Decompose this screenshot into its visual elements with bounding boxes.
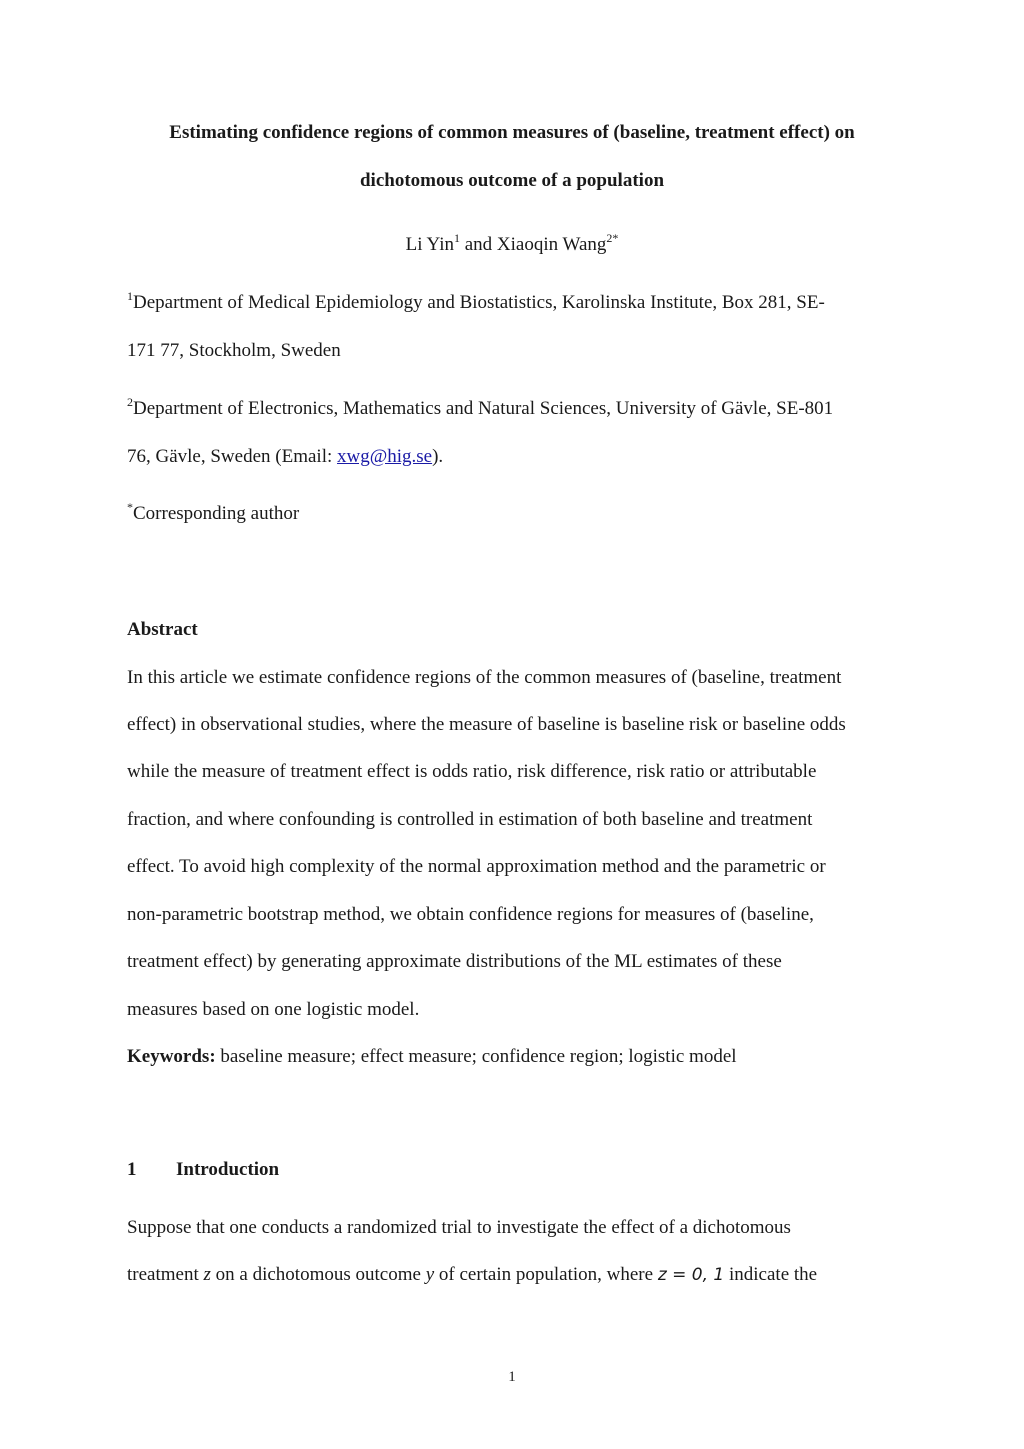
corresponding-text: Corresponding author bbox=[133, 503, 300, 524]
affiliation-1-line-1 bbox=[127, 289, 825, 314]
authors bbox=[0, 231, 1024, 256]
keywords-text: baseline measure; effect measure; confidence region; logistic model bbox=[215, 1046, 737, 1067]
section-number: 1 bbox=[127, 1159, 137, 1180]
section-heading: Introduction bbox=[176, 1159, 280, 1180]
author-2: Xiaoqin Wang bbox=[496, 234, 607, 255]
author-1-affiliation-mark: 1 bbox=[453, 231, 460, 245]
abstract-line: while the measure of treatment effect is odds ratio, risk difference, risk ratio or attributable bbox=[127, 761, 817, 782]
body-text: indicate the bbox=[724, 1264, 818, 1285]
abstract-line: fraction, and where confounding is controlled in estimation of both baseline and treatment bbox=[127, 809, 813, 830]
affiliation-1-text: Department of Medical Epidemiology and Biostatistics, Karolinska Institute, Box 281, SE- bbox=[133, 292, 825, 313]
author-1: Li Yin bbox=[405, 234, 454, 255]
body-line-2 bbox=[127, 1264, 817, 1286]
math-variable-z: z bbox=[203, 1264, 211, 1285]
keywords bbox=[127, 1046, 737, 1068]
title-line-1: Estimating confidence regions of common measures of (baseline, treatment effect) on bbox=[169, 122, 855, 143]
affiliation-1-mark: 1 bbox=[127, 289, 133, 303]
abstract-line: effect. To avoid high complexity of the normal approximation method and the parametric or bbox=[127, 856, 826, 877]
author-2-affiliation-mark: 2* bbox=[606, 231, 619, 245]
affiliation-2-closing: ). bbox=[432, 446, 444, 467]
affiliation-2-mark: 2 bbox=[127, 395, 133, 409]
affiliation-1-line-2: 171 77, Stockholm, Sweden bbox=[127, 340, 341, 361]
keywords-label: Keywords: bbox=[127, 1046, 216, 1067]
math-variable-y: y bbox=[425, 1264, 435, 1285]
title-line-2: dichotomous outcome of a population bbox=[359, 170, 665, 191]
abstract-line: non-parametric bootstrap method, we obtain confidence regions for measures of (baseline, bbox=[127, 904, 814, 925]
abstract-line: treatment effect) by generating approximate distributions of the ML estimates of these bbox=[127, 951, 782, 972]
abstract-line: measures based on one logistic model. bbox=[127, 999, 420, 1020]
affiliation-2-line-2 bbox=[127, 446, 443, 468]
affiliation-2-text: Department of Electronics, Mathematics and Natural Sciences, University of Gävle, SE-801 bbox=[133, 398, 834, 419]
abstract-heading: Abstract bbox=[127, 619, 198, 640]
page-number: 1 bbox=[508, 1369, 516, 1385]
affiliation-2-location: 76, Gävle, Sweden (Email: bbox=[127, 446, 338, 467]
corresponding-author-note bbox=[127, 500, 300, 525]
abstract-line: effect) in observational studies, where the measure of baseline is baseline risk or baseline odds bbox=[127, 714, 846, 735]
body-text: on a dichotomous outcome bbox=[210, 1264, 426, 1285]
abstract-line: In this article we estimate confidence regions of the common measures of (baseline, treatment bbox=[127, 667, 842, 688]
math-expression: z = 0, 1 bbox=[657, 1265, 725, 1285]
email-link[interactable]: xwg@hig.se bbox=[337, 446, 433, 467]
body-text: of certain population, where bbox=[434, 1264, 658, 1285]
body-line-1: Suppose that one conducts a randomized trial to investigate the effect of a dichotomous bbox=[127, 1217, 791, 1238]
author-conjunction: and bbox=[459, 234, 497, 255]
body-text: treatment bbox=[127, 1264, 204, 1285]
affiliation-2-line-1 bbox=[127, 395, 834, 420]
corresponding-mark: * bbox=[127, 500, 133, 514]
